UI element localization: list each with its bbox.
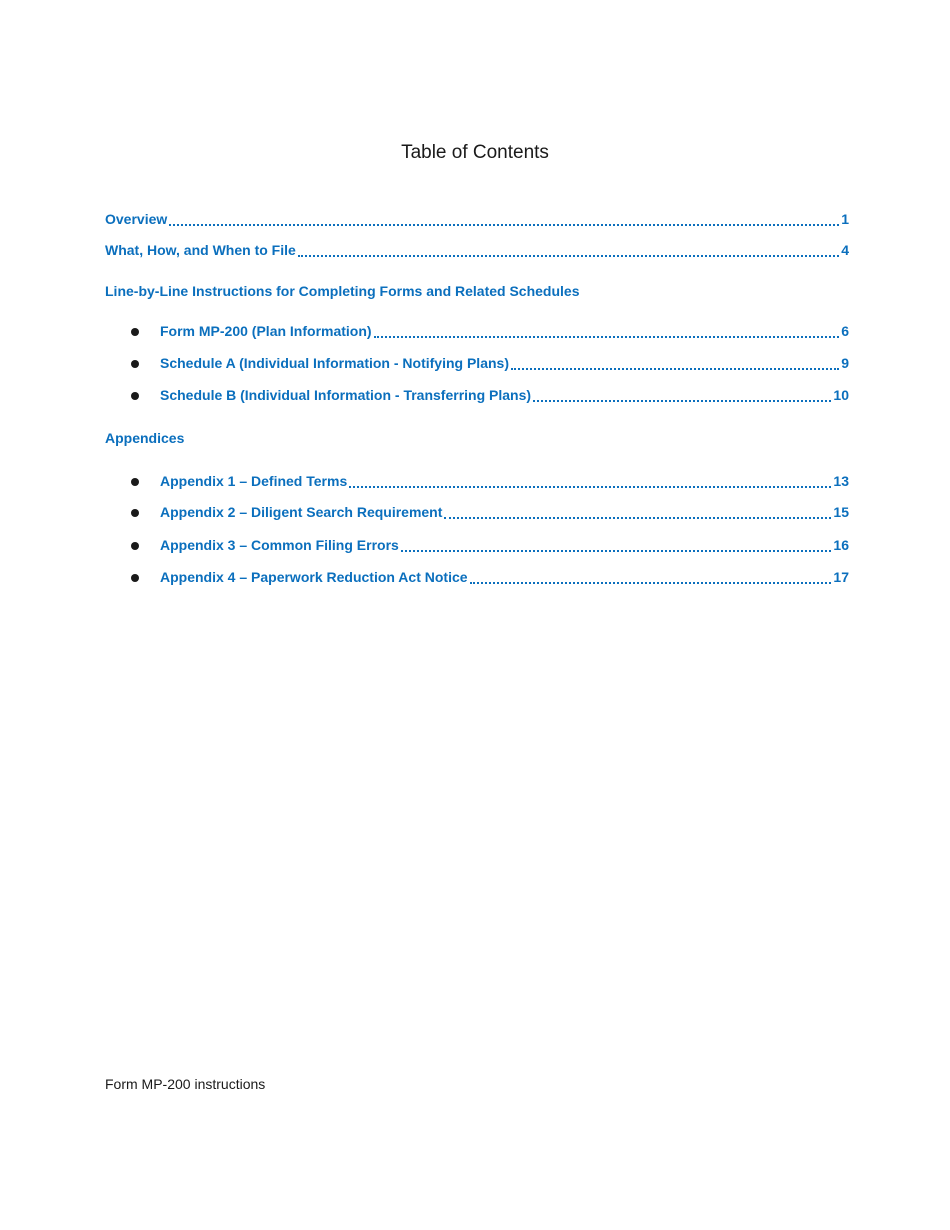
dot-leader: [298, 255, 839, 257]
toc-entry-form-mp-200[interactable]: [160, 323, 849, 343]
toc-entry-schedule-a[interactable]: [160, 355, 849, 375]
toc-entry-label: Appendix 3 – Common Filing Errors: [160, 537, 399, 553]
toc-entry-page: 13: [833, 473, 849, 489]
toc-entry-label: Appendix 4 – Paperwork Reduction Act Notice: [160, 569, 468, 585]
page-title: Table of Contents: [401, 142, 549, 163]
bullet-icon: [131, 328, 139, 336]
toc-entry-page: 16: [833, 537, 849, 553]
toc-entry-what-how-when[interactable]: [105, 242, 849, 262]
dot-leader: [169, 224, 839, 226]
toc-entry-label: Form MP-200 (Plan Information): [160, 323, 372, 339]
dot-leader: [374, 336, 840, 338]
toc-entry-schedule-b[interactable]: [160, 387, 849, 407]
page-footer: Form MP-200 instructions: [105, 1076, 266, 1092]
toc-entry-label: Appendix 2 – Diligent Search Requirement: [160, 504, 443, 520]
toc-entry-page: 17: [833, 569, 849, 585]
toc-entry-page: 15: [833, 504, 849, 520]
toc-entry-appendix-1[interactable]: [160, 473, 849, 493]
toc-entry-overview[interactable]: [105, 211, 849, 231]
bullet-icon: [131, 392, 139, 400]
dot-leader: [349, 486, 831, 488]
section-heading-appendices[interactable]: Appendices: [105, 430, 185, 446]
dot-leader: [401, 550, 832, 552]
dot-leader: [511, 368, 839, 370]
toc-entry-label: Schedule B (Individual Information - Transferring Plans): [160, 387, 532, 403]
toc-entry-appendix-3[interactable]: [160, 537, 849, 557]
toc-entry-page: 4: [841, 242, 849, 258]
bullet-icon: [131, 478, 139, 486]
toc-entry-page: 9: [841, 355, 849, 371]
toc-entry-appendix-4[interactable]: [160, 569, 849, 589]
dot-leader: [470, 582, 832, 584]
bullet-icon: [131, 360, 139, 368]
toc-entry-page: 6: [841, 323, 849, 339]
dot-leader: [444, 517, 831, 519]
section-heading-line-by-line[interactable]: Line-by-Line Instructions for Completing Forms and Related Schedules: [105, 283, 580, 299]
toc-entry-appendix-2[interactable]: [160, 504, 849, 524]
toc-entry-label: What, How, and When to File: [105, 242, 296, 258]
toc-entry-label: Schedule A (Individual Information - Notifying Plans): [160, 355, 509, 371]
toc-entry-page: 10: [833, 387, 849, 403]
bullet-icon: [131, 509, 139, 517]
toc-entry-label: Appendix 1 – Defined Terms: [160, 473, 348, 489]
dot-leader: [533, 400, 831, 402]
toc-entry-page: 1: [841, 211, 849, 227]
bullet-icon: [131, 574, 139, 582]
bullet-icon: [131, 542, 139, 550]
toc-entry-label: Overview: [105, 211, 168, 227]
